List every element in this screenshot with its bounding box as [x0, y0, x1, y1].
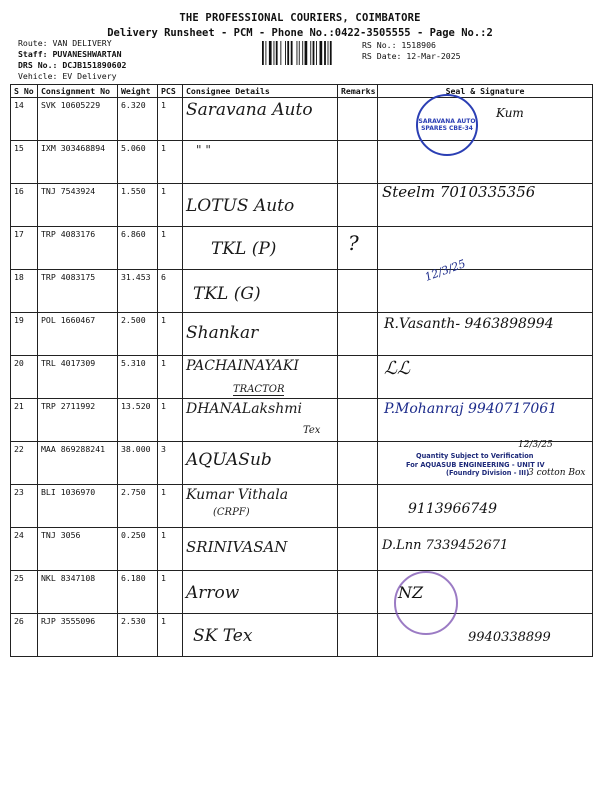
sno: 14	[11, 98, 38, 141]
seal-signature	[378, 399, 593, 442]
signature: 9940338899	[468, 630, 551, 645]
consignee-handwriting: LOTUS Auto	[186, 196, 295, 216]
weight: 6.860	[118, 227, 158, 270]
runsheet-table	[10, 84, 593, 657]
consignment-no: TRP 4083176	[38, 227, 118, 270]
sno: 23	[11, 485, 38, 528]
remarks	[338, 270, 378, 313]
consignment-no: IXM 303468894	[38, 141, 118, 184]
remarks	[338, 614, 378, 657]
weight: 13.520	[118, 399, 158, 442]
drs-text: DRS No.: DCJB151890602	[18, 60, 127, 70]
pcs: 1	[158, 227, 183, 270]
table-header-row	[11, 85, 593, 98]
weight: 5.310	[118, 356, 158, 399]
signature: P.Mohanraj 9940717061	[384, 401, 558, 417]
col-remarks: Remarks	[338, 85, 378, 98]
header-meta-left	[18, 38, 126, 82]
weight: 2.500	[118, 313, 158, 356]
consignee	[183, 98, 338, 141]
remarks	[338, 227, 378, 270]
weight: 38.000	[118, 442, 158, 485]
table-row	[11, 442, 593, 485]
seal-signature	[378, 528, 593, 571]
weight: 6.320	[118, 98, 158, 141]
vehicle-text: Vehicle: EV Delivery	[18, 71, 117, 81]
consignee	[183, 442, 338, 485]
table-row	[11, 528, 593, 571]
signature: R.Vasanth- 9463898994	[384, 316, 554, 332]
remarks	[338, 399, 378, 442]
remarks	[338, 528, 378, 571]
pcs: 1	[158, 528, 183, 571]
consignee	[183, 399, 338, 442]
consignee-handwriting: SRINIVASAN	[186, 538, 288, 556]
seal-signature	[378, 257, 593, 313]
consignee-handwriting: PACHAINAYAKI	[186, 358, 299, 374]
aquasub-line1: Quantity Subject to Verification	[416, 452, 534, 460]
consignee	[183, 528, 338, 571]
sno: 18	[11, 270, 38, 313]
consignee	[183, 270, 338, 313]
consignment-no: POL 1660467	[38, 313, 118, 356]
seal-signature	[378, 356, 593, 399]
signature-date: 12/3/25	[423, 257, 468, 284]
sno: 17	[11, 227, 38, 270]
table-row	[11, 270, 593, 313]
table-row	[11, 571, 593, 614]
seal-signature	[378, 485, 593, 528]
consignee-handwriting: Shankar	[186, 323, 259, 343]
barcode	[262, 41, 352, 65]
remarks	[338, 442, 378, 485]
seal-signature	[378, 184, 593, 227]
consignment-no: NKL 8347108	[38, 571, 118, 614]
seal-signature	[378, 141, 593, 184]
table-row	[11, 313, 593, 356]
pcs: 1	[158, 356, 183, 399]
consignee-handwriting-line2: Tex	[303, 425, 321, 436]
signature-scribble: NZ	[398, 583, 424, 602]
weight: 0.250	[118, 528, 158, 571]
seal-signature	[378, 227, 593, 270]
pcs: 1	[158, 571, 183, 614]
aquasub-stamp	[406, 452, 545, 478]
table-row	[11, 399, 593, 442]
col-consignment: Consignment No	[38, 85, 118, 98]
staff-text: Staff: PUVANESHWARTAN	[18, 49, 122, 59]
pcs: 1	[158, 184, 183, 227]
remarks	[338, 571, 378, 614]
consignment-no: TRP 4083175	[38, 270, 118, 313]
consignment-no: BLI 1036970	[38, 485, 118, 528]
aquasub-line3: (Foundry Division - III)	[446, 469, 530, 477]
signature-date: 12/3/25	[518, 440, 553, 450]
col-sno: S No	[11, 85, 38, 98]
sno: 26	[11, 614, 38, 657]
consignment-no: RJP 3555096	[38, 614, 118, 657]
remarks	[338, 184, 378, 227]
signature: Steelm 7010335356	[382, 183, 536, 201]
company-title: THE PROFESSIONAL COURIERS, COIMBATORE	[179, 12, 421, 24]
consignee-handwriting: DHANALakshmi	[186, 401, 302, 417]
consignee	[183, 571, 338, 614]
consignee	[183, 614, 338, 657]
weight: 31.453	[118, 270, 158, 313]
sno: 19	[11, 313, 38, 356]
remarks	[338, 485, 378, 528]
weight: 2.530	[118, 614, 158, 657]
remarks-mark: ?	[348, 231, 359, 255]
pcs: 1	[158, 485, 183, 528]
consignee-handwriting: Saravana Auto	[186, 100, 313, 120]
seal-signature	[378, 614, 593, 657]
pcs: 1	[158, 141, 183, 184]
signature: 9113966749	[408, 501, 498, 517]
col-weight: Weight	[118, 85, 158, 98]
table-row	[11, 98, 593, 141]
sno: 20	[11, 356, 38, 399]
remarks	[338, 313, 378, 356]
aquasub-line2: For AQUASUB ENGINEERING - UNIT IV	[406, 460, 545, 469]
consignee-handwriting-line2: TRACTOR	[233, 384, 285, 395]
rs-no-text: RS No.: 1518906	[362, 40, 436, 50]
seal-signature	[378, 571, 593, 614]
consignee	[183, 227, 338, 270]
seal-signature	[378, 313, 593, 356]
runsheet-subtitle: Delivery Runsheet - PCM - Phone No.:0422-3505555 - Page No.:2	[107, 27, 493, 39]
sno: 24	[11, 528, 38, 571]
consignee-handwriting: SK Tex	[193, 626, 253, 646]
seal-signature	[378, 442, 593, 485]
route-text: Route: VAN DELIVERY	[18, 38, 112, 48]
sno: 22	[11, 442, 38, 485]
seal-signature	[378, 98, 593, 141]
pcs: 3	[158, 442, 183, 485]
signature: D.Lnn 7339452671	[382, 538, 509, 553]
pcs: 1	[158, 614, 183, 657]
consignee	[183, 356, 338, 399]
col-seal-signature: Seal & Signature	[378, 85, 593, 98]
consignment-no: TNJ 7543924	[38, 184, 118, 227]
sno: 25	[11, 571, 38, 614]
table-row	[11, 614, 593, 657]
remarks	[338, 98, 378, 141]
table-row	[11, 356, 593, 399]
pcs: 1	[158, 399, 183, 442]
pcs: 6	[158, 270, 183, 313]
table-row	[11, 227, 593, 270]
consignee	[183, 485, 338, 528]
aquasub-note: 3 cotton Box	[528, 468, 586, 478]
pcs: 1	[158, 313, 183, 356]
consignee-handwriting: TKL (P)	[211, 239, 277, 259]
signature-scribble: ℒℒ	[384, 358, 410, 379]
consignee	[183, 184, 338, 227]
header-meta-right	[362, 40, 461, 62]
pcs: 1	[158, 98, 183, 141]
consignment-no: TRL 4017309	[38, 356, 118, 399]
consignment-no: SVK 10605229	[38, 98, 118, 141]
col-consignee: Consignee Details	[183, 85, 338, 98]
consignee-handwriting: Kumar Vithala	[186, 487, 289, 503]
consignment-no: TNJ 3056	[38, 528, 118, 571]
weight: 1.550	[118, 184, 158, 227]
consignee-handwriting: Arrow	[186, 583, 240, 603]
consignee	[183, 141, 338, 184]
col-pcs: PCS	[158, 85, 183, 98]
sno: 21	[11, 399, 38, 442]
consignment-no: MAA 869288241	[38, 442, 118, 485]
weight: 5.060	[118, 141, 158, 184]
sno: 16	[11, 184, 38, 227]
table-row	[11, 141, 593, 184]
remarks	[338, 356, 378, 399]
weight: 2.750	[118, 485, 158, 528]
consignment-no: TRP 2711992	[38, 399, 118, 442]
sno: 15	[11, 141, 38, 184]
consignee-handwriting: TKL (G)	[193, 284, 261, 304]
signature: Kum	[496, 106, 524, 120]
consignee-handwriting: AQUASub	[186, 450, 272, 470]
rs-date-text: RS Date: 12-Mar-2025	[362, 51, 461, 61]
consignee-handwriting-line2: (CRPF)	[213, 507, 250, 518]
consignee	[183, 313, 338, 356]
weight: 6.180	[118, 571, 158, 614]
remarks	[338, 141, 378, 184]
consignee-handwriting: " "	[196, 143, 211, 157]
seal-text: SARAVANA AUTO SPARES CBE-34	[418, 118, 476, 132]
table-row	[11, 184, 593, 227]
table-row	[11, 485, 593, 528]
